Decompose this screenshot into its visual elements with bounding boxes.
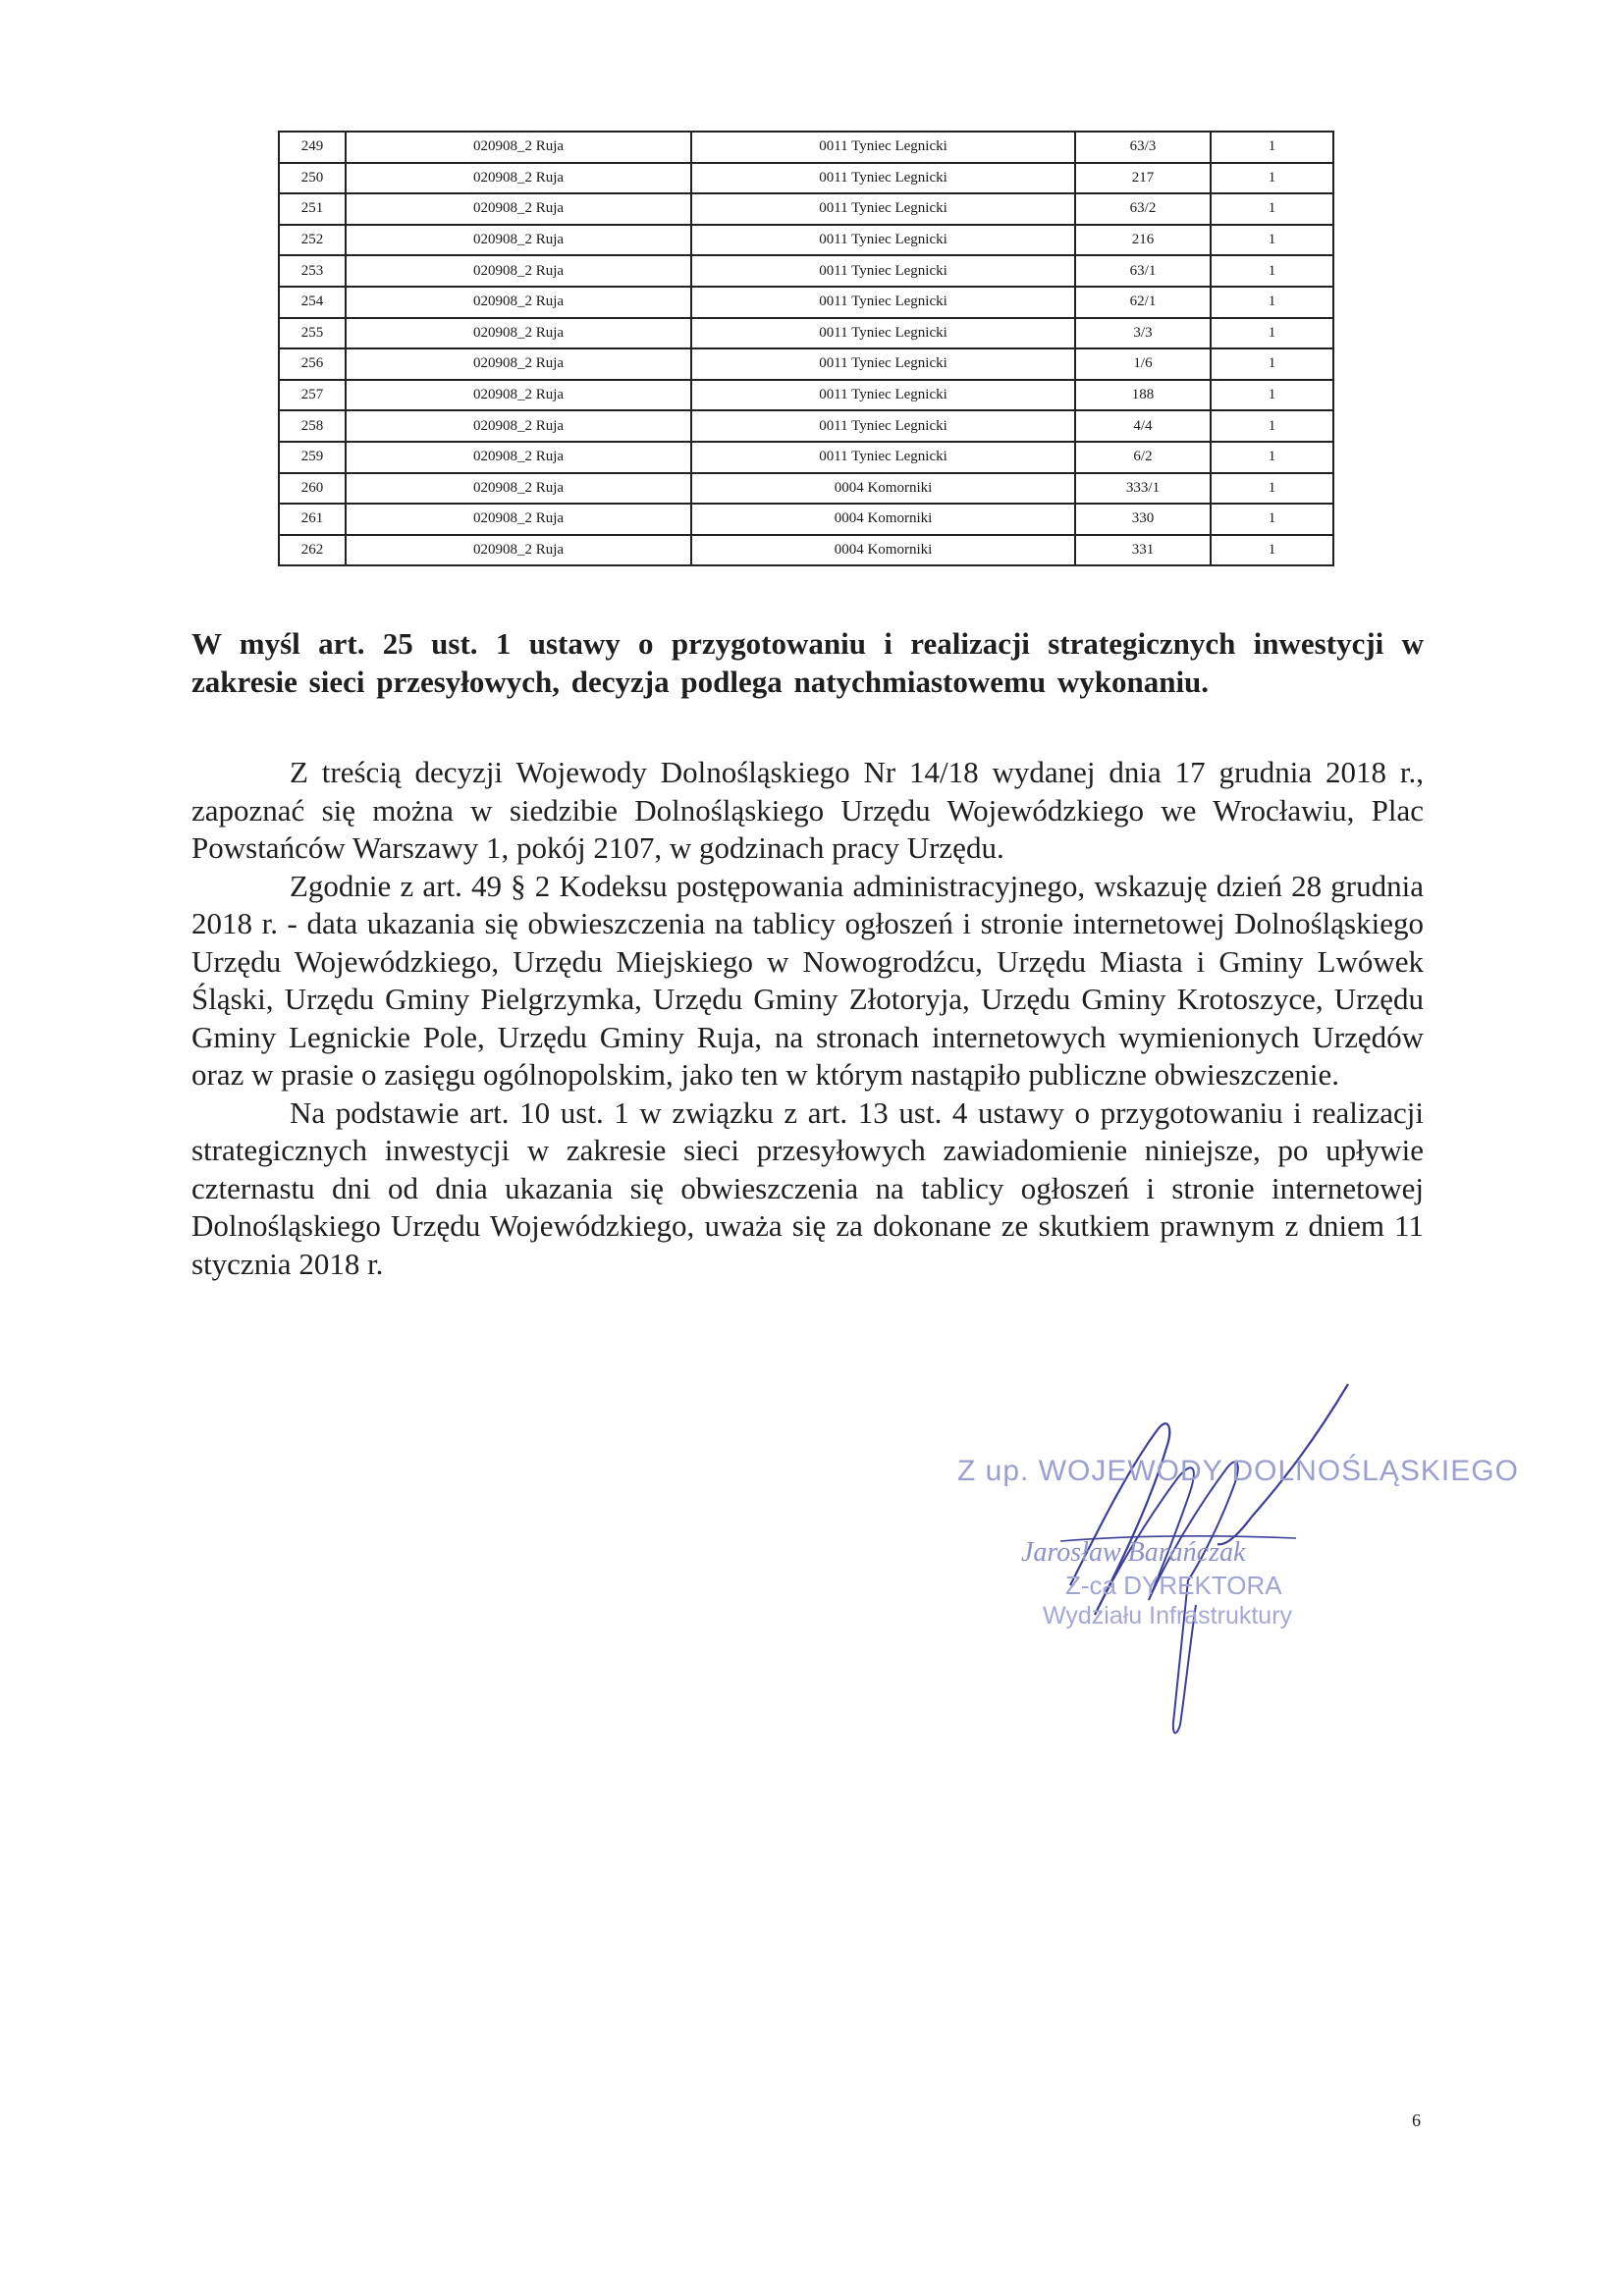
paragraph-publication-date: Zgodnie z art. 49 § 2 Kodeksu postępowania administracyjnego, wskazuję dzień 28 grudnia 2018 r. - data ukazania się obwieszczenia na tablicy ogłoszeń i stronie internetowej Dolnośląskiego Urzędu Wojewódzkiego, Urzędu Miejskiego w Nowogrodźcu, Urzędu Miasta i Gminy Lwówek Śląski, Urzędu Gminy Pielgrzymka, Urzędu Gminy Złotoryja, Urzędu Gminy Krotoszyce, Urzędu Gminy Legnickie Pole, Urzędu Gminy Ruja, na stronach internetowych wymienionych Urzędów oraz w prasie o zasięgu ogólnopolskim, jako ten w którym nastąpiło publiczne obwieszczenie.	[191, 868, 1424, 1092]
table-cell: 4/4	[1075, 410, 1211, 442]
table-cell: 0004 Komorniki	[691, 473, 1075, 505]
stamp-signatory-role: Z-ca DYREKTORA	[1065, 1571, 1282, 1600]
parcel-table	[278, 131, 1334, 566]
table-cell: 1	[1211, 193, 1333, 225]
table-cell: 258	[279, 410, 346, 442]
table-cell: 3/3	[1075, 318, 1211, 349]
table-cell: 253	[279, 255, 346, 287]
stamp-department: Wydziału Infrastruktury	[1043, 1602, 1293, 1629]
page-number: 6	[1412, 2110, 1421, 2130]
table-row	[279, 255, 1333, 287]
table-cell: 020908_2 Ruja	[346, 348, 691, 380]
table-cell: 020908_2 Ruja	[346, 163, 691, 194]
table-cell: 262	[279, 535, 346, 566]
table-row	[279, 504, 1333, 535]
table-cell: 1	[1211, 318, 1333, 349]
table-row	[279, 163, 1333, 194]
table-cell: 020908_2 Ruja	[346, 473, 691, 505]
table-cell: 0011 Tyniec Legnicki	[691, 442, 1075, 473]
table-cell: 020908_2 Ruja	[346, 318, 691, 349]
table-cell: 62/1	[1075, 287, 1211, 318]
table-cell: 1	[1211, 410, 1333, 442]
table-cell: 1	[1211, 504, 1333, 535]
table-cell: 259	[279, 442, 346, 473]
table-cell: 0011 Tyniec Legnicki	[691, 348, 1075, 380]
table-cell: 1	[1211, 473, 1333, 505]
table-cell: 252	[279, 225, 346, 256]
table-cell: 254	[279, 287, 346, 318]
table-cell: 0011 Tyniec Legnicki	[691, 410, 1075, 442]
table-cell: 0011 Tyniec Legnicki	[691, 287, 1075, 318]
paragraph-notification-effect: Na podstawie art. 10 ust. 1 w związku z art. 13 ust. 4 ustawy o przygotowaniu i realizacji strategicznych inwestycji w zakresie sieci przesyłowych zawiadomienie niniejsze, po upływie czternastu dni od dnia ukazania się obwieszczenia na tablicy ogłoszeń i stronie internetowej Dolnośląskiego Urzędu Wojewódzkiego, uważa się za dokonane ze skutkiem prawnym z dniem 11 stycznia 2018 r.	[191, 1095, 1424, 1281]
table-row	[279, 473, 1333, 505]
table-cell: 020908_2 Ruja	[346, 504, 691, 535]
table-cell: 255	[279, 318, 346, 349]
table-cell: 63/1	[1075, 255, 1211, 287]
table-row	[279, 442, 1333, 473]
table-row	[279, 348, 1333, 380]
table-cell: 0011 Tyniec Legnicki	[691, 163, 1075, 194]
table-cell: 1/6	[1075, 348, 1211, 380]
table-cell: 020908_2 Ruja	[346, 410, 691, 442]
stamp-signatory-name: Jarosław Barańczak	[1021, 1537, 1246, 1568]
table-cell: 330	[1075, 504, 1211, 535]
table-cell: 020908_2 Ruja	[346, 255, 691, 287]
table-row	[279, 225, 1333, 256]
table-cell: 331	[1075, 535, 1211, 566]
table-cell: 1	[1211, 287, 1333, 318]
table-cell: 1	[1211, 348, 1333, 380]
table-cell: 250	[279, 163, 346, 194]
table-cell: 020908_2 Ruja	[346, 287, 691, 318]
table-cell: 0011 Tyniec Legnicki	[691, 380, 1075, 411]
table-row	[279, 535, 1333, 566]
table-cell: 257	[279, 380, 346, 411]
table-cell: 1	[1211, 535, 1333, 566]
table-cell: 216	[1075, 225, 1211, 256]
paragraph-decision-access: Z treścią decyzji Wojewody Dolnośląskiego Nr 14/18 wydanej dnia 17 grudnia 2018 r., zapoznać się można w siedzibie Dolnośląskiego Urzędu Wojewódzkiego we Wrocławiu, Plac Powstańców Warszawy 1, pokój 2107, w godzinach pracy Urzędu.	[191, 755, 1424, 865]
table-cell: 63/3	[1075, 132, 1211, 163]
table-cell: 0011 Tyniec Legnicki	[691, 132, 1075, 163]
table-cell: 333/1	[1075, 473, 1211, 505]
table-row	[279, 318, 1333, 349]
table-cell: 1	[1211, 225, 1333, 256]
table-cell: 1	[1211, 380, 1333, 411]
table-row	[279, 193, 1333, 225]
table-cell: 0004 Komorniki	[691, 504, 1075, 535]
table-cell: 1	[1211, 255, 1333, 287]
table-cell: 251	[279, 193, 346, 225]
table-cell: 1	[1211, 163, 1333, 194]
parcel-table-body	[279, 132, 1333, 565]
table-cell: 260	[279, 473, 346, 505]
table-cell: 020908_2 Ruja	[346, 380, 691, 411]
table-cell: 020908_2 Ruja	[346, 535, 691, 566]
stamp-authority-line: Z up. WOJEWODY DOLNOŚLĄSKIEGO	[957, 1455, 1519, 1487]
table-cell: 1	[1211, 442, 1333, 473]
table-cell: 1	[1211, 132, 1333, 163]
table-cell: 0011 Tyniec Legnicki	[691, 318, 1075, 349]
table-row	[279, 410, 1333, 442]
table-cell: 0011 Tyniec Legnicki	[691, 255, 1075, 287]
table-cell: 020908_2 Ruja	[346, 225, 691, 256]
table-cell: 249	[279, 132, 346, 163]
table-row	[279, 287, 1333, 318]
immediate-execution-notice: W myśl art. 25 ust. 1 ustawy o przygotowaniu i realizacji strategicznych inwestycji w zakresie sieci przesyłowych, decyzja podlega natychmiastowemu wykonaniu.	[191, 626, 1424, 699]
table-cell: 0004 Komorniki	[691, 535, 1075, 566]
table-cell: 0011 Tyniec Legnicki	[691, 225, 1075, 256]
table-cell: 6/2	[1075, 442, 1211, 473]
table-cell: 020908_2 Ruja	[346, 442, 691, 473]
table-row	[279, 132, 1333, 163]
body-paragraphs	[191, 754, 1424, 1283]
table-cell: 256	[279, 348, 346, 380]
table-cell: 0011 Tyniec Legnicki	[691, 193, 1075, 225]
table-cell: 188	[1075, 380, 1211, 411]
table-cell: 020908_2 Ruja	[346, 193, 691, 225]
table-cell: 217	[1075, 163, 1211, 194]
table-row	[279, 380, 1333, 411]
table-cell: 020908_2 Ruja	[346, 132, 691, 163]
table-cell: 63/2	[1075, 193, 1211, 225]
table-cell: 261	[279, 504, 346, 535]
